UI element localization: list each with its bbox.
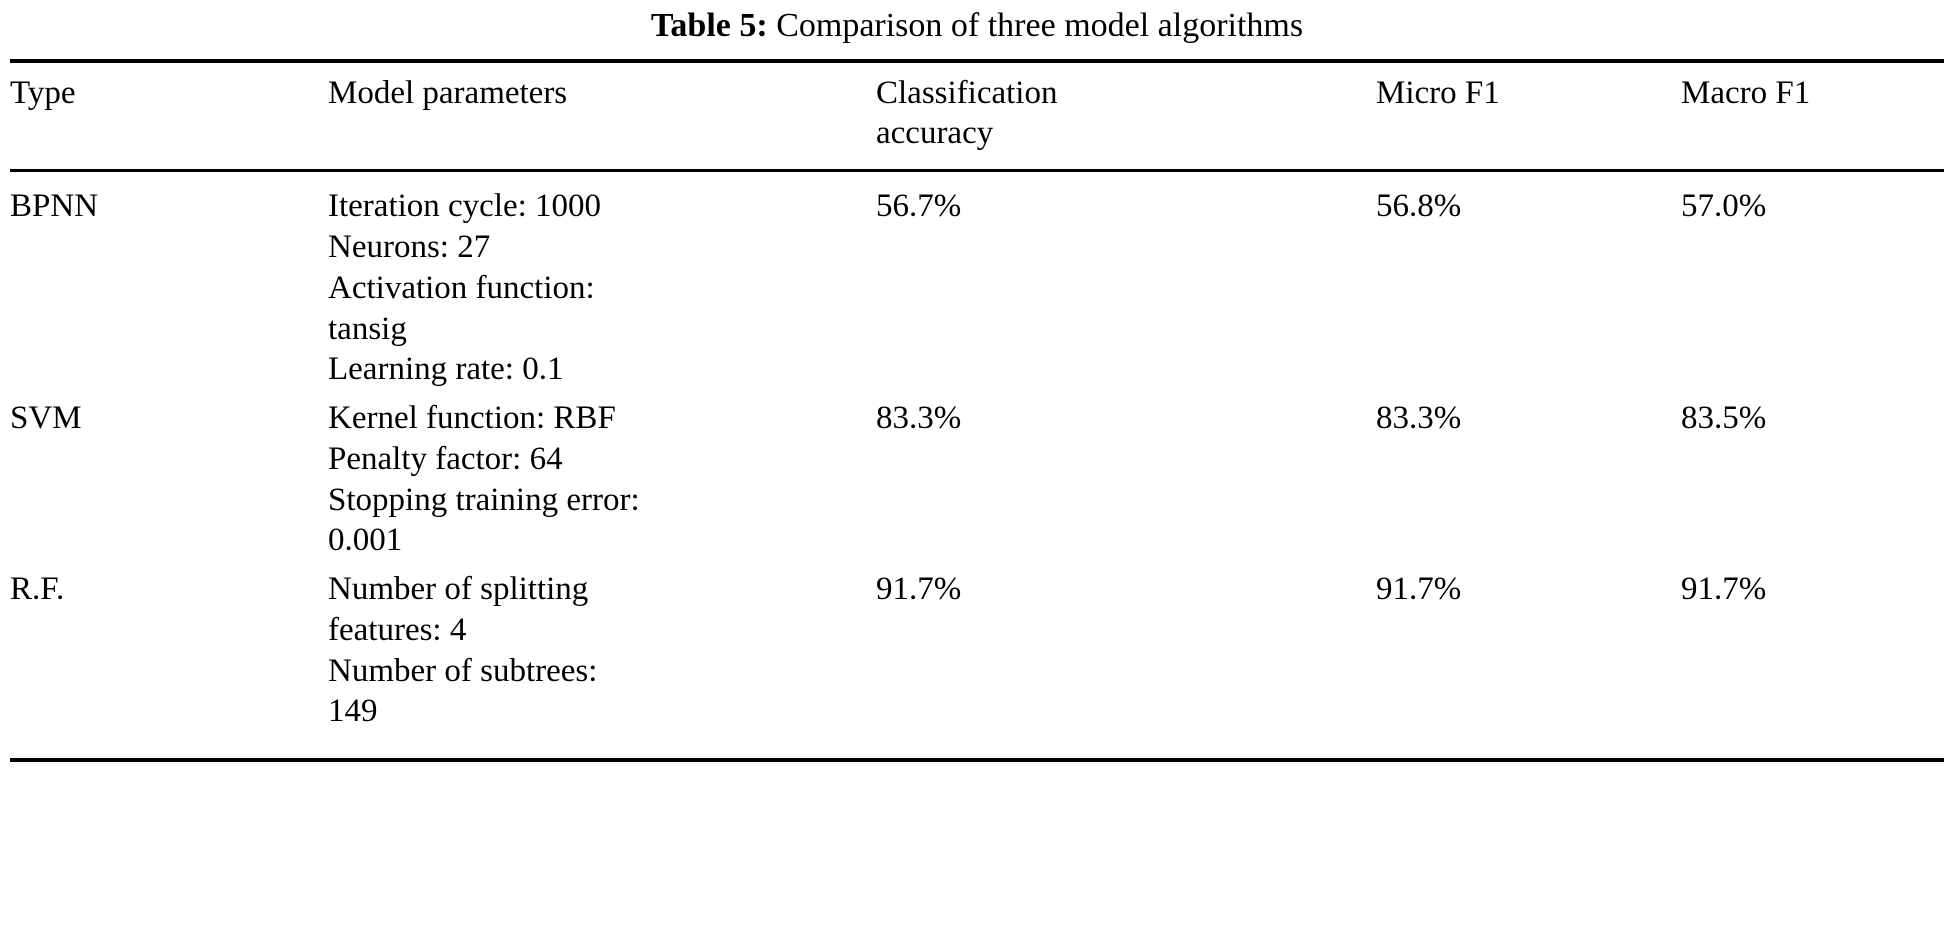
- cell-model-parameters: [328, 563, 876, 760]
- table-row: [10, 563, 1944, 760]
- table-body: [10, 171, 1944, 760]
- column-header-accuracy-line1: Classification: [876, 74, 1058, 111]
- column-header-model-parameters: Model parameters: [328, 61, 876, 171]
- cell-model-parameters: [328, 392, 876, 563]
- table-header: [10, 61, 1944, 171]
- cell-macro-f1: 57.0%: [1681, 171, 1944, 392]
- param-line: Neurons: 27: [328, 229, 491, 266]
- column-header-type: Type: [10, 61, 328, 171]
- param-line: Iteration cycle: 1000: [328, 188, 602, 225]
- param-line: tansig: [328, 310, 407, 347]
- table-row: [10, 171, 1944, 392]
- param-line: Number of splitting: [328, 571, 589, 608]
- param-line: 149: [328, 693, 378, 730]
- param-line: Learning rate: 0.1: [328, 351, 564, 388]
- cell-type: SVM: [10, 400, 82, 437]
- column-header-classification-accuracy: [876, 61, 1376, 171]
- cell-micro-f1: 91.7%: [1376, 563, 1681, 760]
- param-line: Stopping training error:: [328, 481, 640, 518]
- cell-model-parameters: [328, 171, 876, 392]
- table-caption: [10, 0, 1944, 59]
- cell-classification-accuracy: 91.7%: [876, 563, 1376, 760]
- column-header-micro-f1: Micro F1: [1376, 61, 1681, 171]
- cell-classification-accuracy: 83.3%: [876, 400, 962, 437]
- param-line: 0.001: [328, 522, 403, 559]
- table-row: [10, 392, 1944, 563]
- header-row: [10, 61, 1944, 171]
- cell-macro-f1: 91.7%: [1681, 563, 1944, 760]
- column-header-macro-f1: Macro F1: [1681, 61, 1944, 171]
- param-line: features: 4: [328, 611, 467, 648]
- cell-type: R.F.: [10, 563, 328, 760]
- caption-text: Comparison of three model algorithms: [776, 7, 1304, 44]
- column-header-accuracy-line2: accuracy: [876, 115, 994, 152]
- cell-type: BPNN: [10, 171, 328, 392]
- param-line: Number of subtrees:: [328, 652, 598, 689]
- param-line: Kernel function: RBF: [328, 400, 616, 437]
- caption-label: Table 5:: [650, 7, 768, 44]
- cell-classification-accuracy: 56.7%: [876, 171, 1376, 392]
- param-line: Activation function:: [328, 269, 595, 306]
- cell-micro-f1: 56.8%: [1376, 171, 1681, 392]
- comparison-table: [10, 59, 1944, 762]
- cell-micro-f1: 83.3%: [1376, 400, 1462, 437]
- param-line: Penalty factor: 64: [328, 440, 563, 477]
- cell-macro-f1: 83.5%: [1681, 400, 1767, 437]
